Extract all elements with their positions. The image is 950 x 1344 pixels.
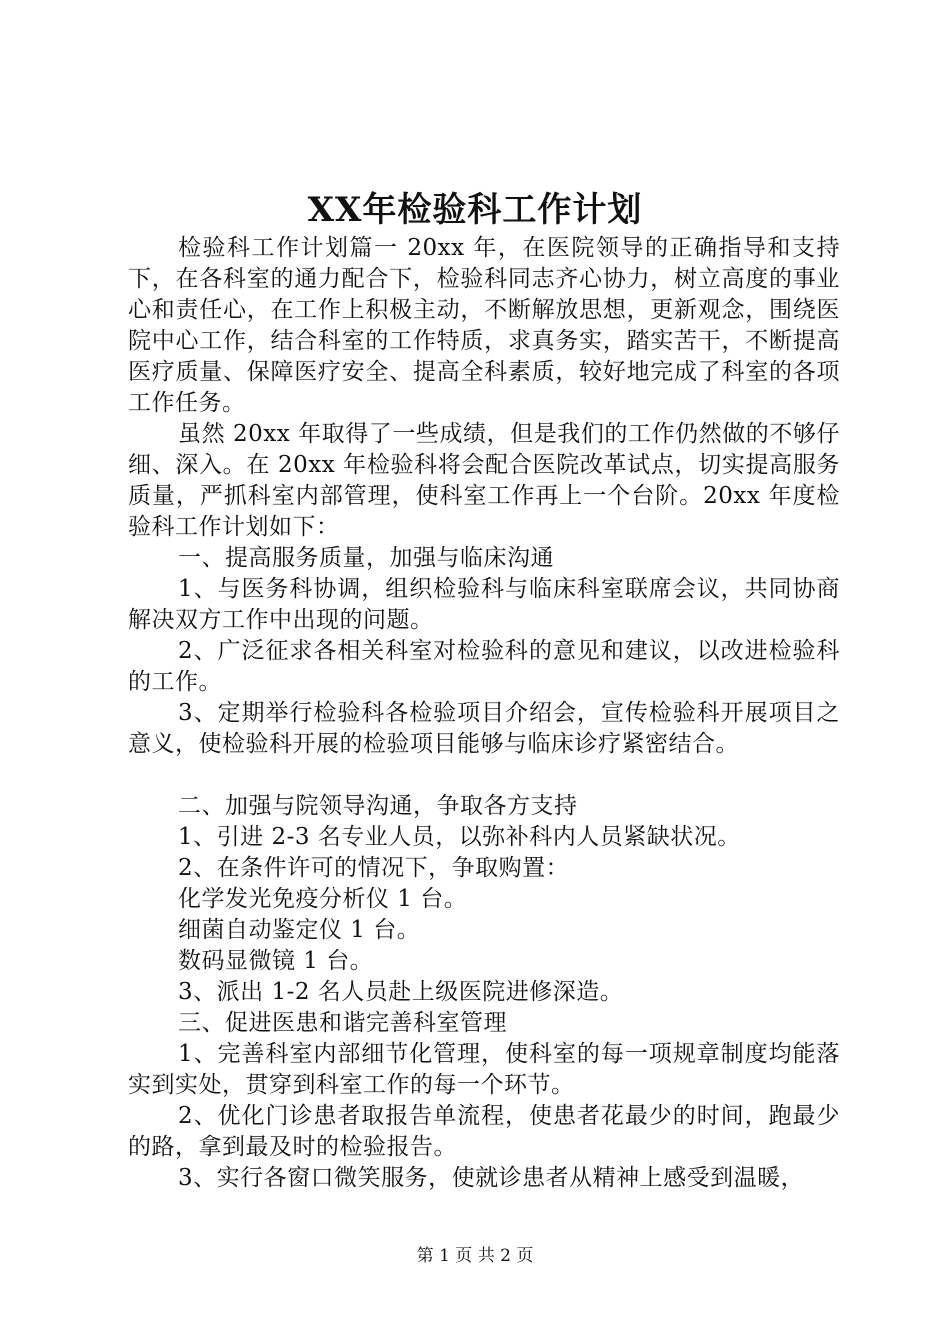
list-item: 3、派出 1-2 名人员赴上级医院进修深造。 [178, 979, 624, 1005]
section-heading-1: 一、提高服务质量，加强与临床沟通 [178, 545, 554, 571]
list-item: 3、定期举行检验科各检验项目介绍会，宣传检验科开展项目之意义，使检验科开展的检验项目能够与临床诊疗紧密结合。 [128, 700, 840, 757]
section-heading-2: 二、加强与院领导沟通，争取各方支持 [178, 793, 578, 819]
equipment-item: 数码显微镜 1 台。 [178, 948, 374, 974]
paragraph-plan-overview: 虽然 20xx 年取得了一些成绩，但是我们的工作仍然做的不够仔细、深入。在 20xx 年检验科将会配合医院改革试点，切实提高服务质量，严抓科室内部管理，使科室工作再上一个台阶。20xx 年度检验科工作计划如下： [128, 421, 840, 540]
list-item: 1、完善科室内部细节化管理，使科室的每一项规章制度均能落实到实处，贯穿到科室工作的每一个环节。 [128, 1041, 840, 1098]
section-heading-3: 三、促进医患和谐完善科室管理 [178, 1010, 507, 1036]
list-item: 1、引进 2-3 名专业人员，以弥补科内人员紧缺状况。 [178, 824, 741, 850]
paragraph-intro: 检验科工作计划篇一 20xx 年，在医院领导的正确指导和支持下，在各科室的通力配合下，检验科同志齐心协力，树立高度的事业心和责任心，在工作上积极主动，不断解放思想，更新观念，围绕医院中心工作，结合科室的工作特质，求真务实，踏实苦干，不断提高医疗质量、保障医疗安全、提高全科素质，较好地完成了科室的各项工作任务。 [128, 235, 840, 416]
equipment-item: 细菌自动鉴定仪 1 台。 [178, 917, 421, 943]
document-body [128, 233, 840, 1194]
document-title: XX年检验科工作计划 [307, 190, 643, 230]
list-item: 2、在条件许可的情况下，争取购置： [178, 855, 570, 881]
list-item: 2、优化门诊患者取报告单流程，使患者花最少的时间，跑最少的路，拿到最及时的检验报告。 [128, 1103, 840, 1160]
list-item: 1、与医务科协调，组织检验科与临床科室联席会议，共同协商解决双方工作中出现的问题。 [128, 576, 840, 633]
list-item: 2、广泛征求各相关科室对检验科的意见和建议，以改进检验科的工作。 [128, 638, 840, 695]
equipment-item: 化学发光免疫分析仪 1 台。 [178, 886, 468, 912]
list-item: 3、实行各窗口微笑服务，使就诊患者从精神上感受到温暖， [178, 1165, 805, 1191]
page-footer: 第 1 页 共 2 页 [416, 1246, 534, 1266]
paragraph-gap [128, 760, 840, 791]
